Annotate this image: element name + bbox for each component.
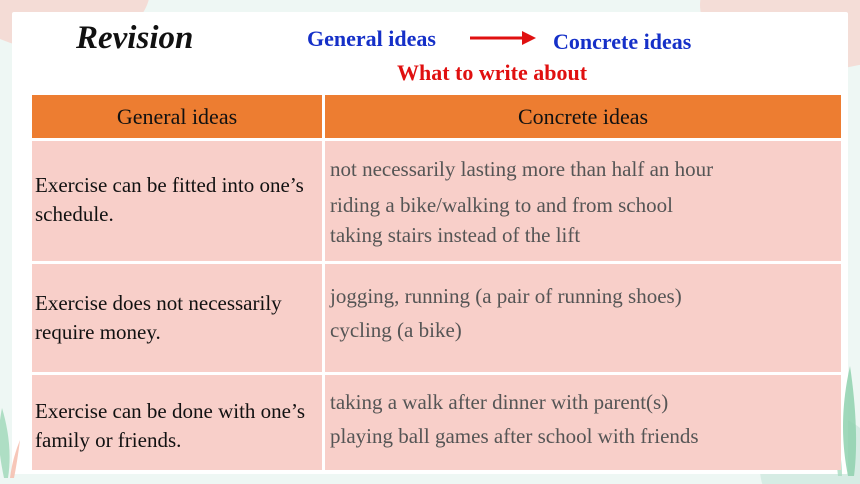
concrete-idea-item: playing ball games after school with friends <box>330 424 699 448</box>
concrete-idea-item: riding a bike/walking to and from school <box>330 193 673 217</box>
table-row <box>32 138 841 261</box>
general-idea-cell <box>32 261 322 372</box>
table-header-row <box>32 95 841 138</box>
concrete-idea-item: jogging, running (a pair of running shoes) <box>330 284 682 308</box>
header-general: General ideas <box>32 95 322 138</box>
concrete-idea-item: cycling (a bike) <box>330 318 462 342</box>
general-idea-text: Exercise can be done with one’s family or friends. <box>35 399 305 452</box>
concrete-ideas-cell <box>322 372 841 470</box>
concrete-idea-item: not necessarily lasting more than half an hour <box>330 157 714 181</box>
leaf-decoration-icon <box>0 398 20 478</box>
concrete-idea-item: taking a walk after dinner with parent(s) <box>330 390 669 414</box>
header-concrete: Concrete ideas <box>322 95 841 138</box>
concrete-ideas-cell <box>322 261 841 372</box>
concrete-idea-item: taking stairs instead of the lift <box>330 223 581 247</box>
arrow-right-icon <box>470 28 538 48</box>
general-idea-cell <box>32 372 322 470</box>
what-to-write-label: What to write about <box>397 60 588 85</box>
general-ideas-label: General ideas <box>307 26 436 51</box>
concrete-ideas-cell <box>322 138 841 261</box>
ideas-table <box>32 95 841 470</box>
table-row <box>32 372 841 470</box>
slide-title: Revision <box>76 20 194 56</box>
table-row <box>32 261 841 372</box>
concrete-ideas-label: Concrete ideas <box>553 29 692 54</box>
general-idea-text: Exercise does not necessarily require money. <box>35 291 282 344</box>
general-idea-text: Exercise can be fitted into one’s schedule. <box>35 173 304 226</box>
general-idea-cell <box>32 138 322 261</box>
